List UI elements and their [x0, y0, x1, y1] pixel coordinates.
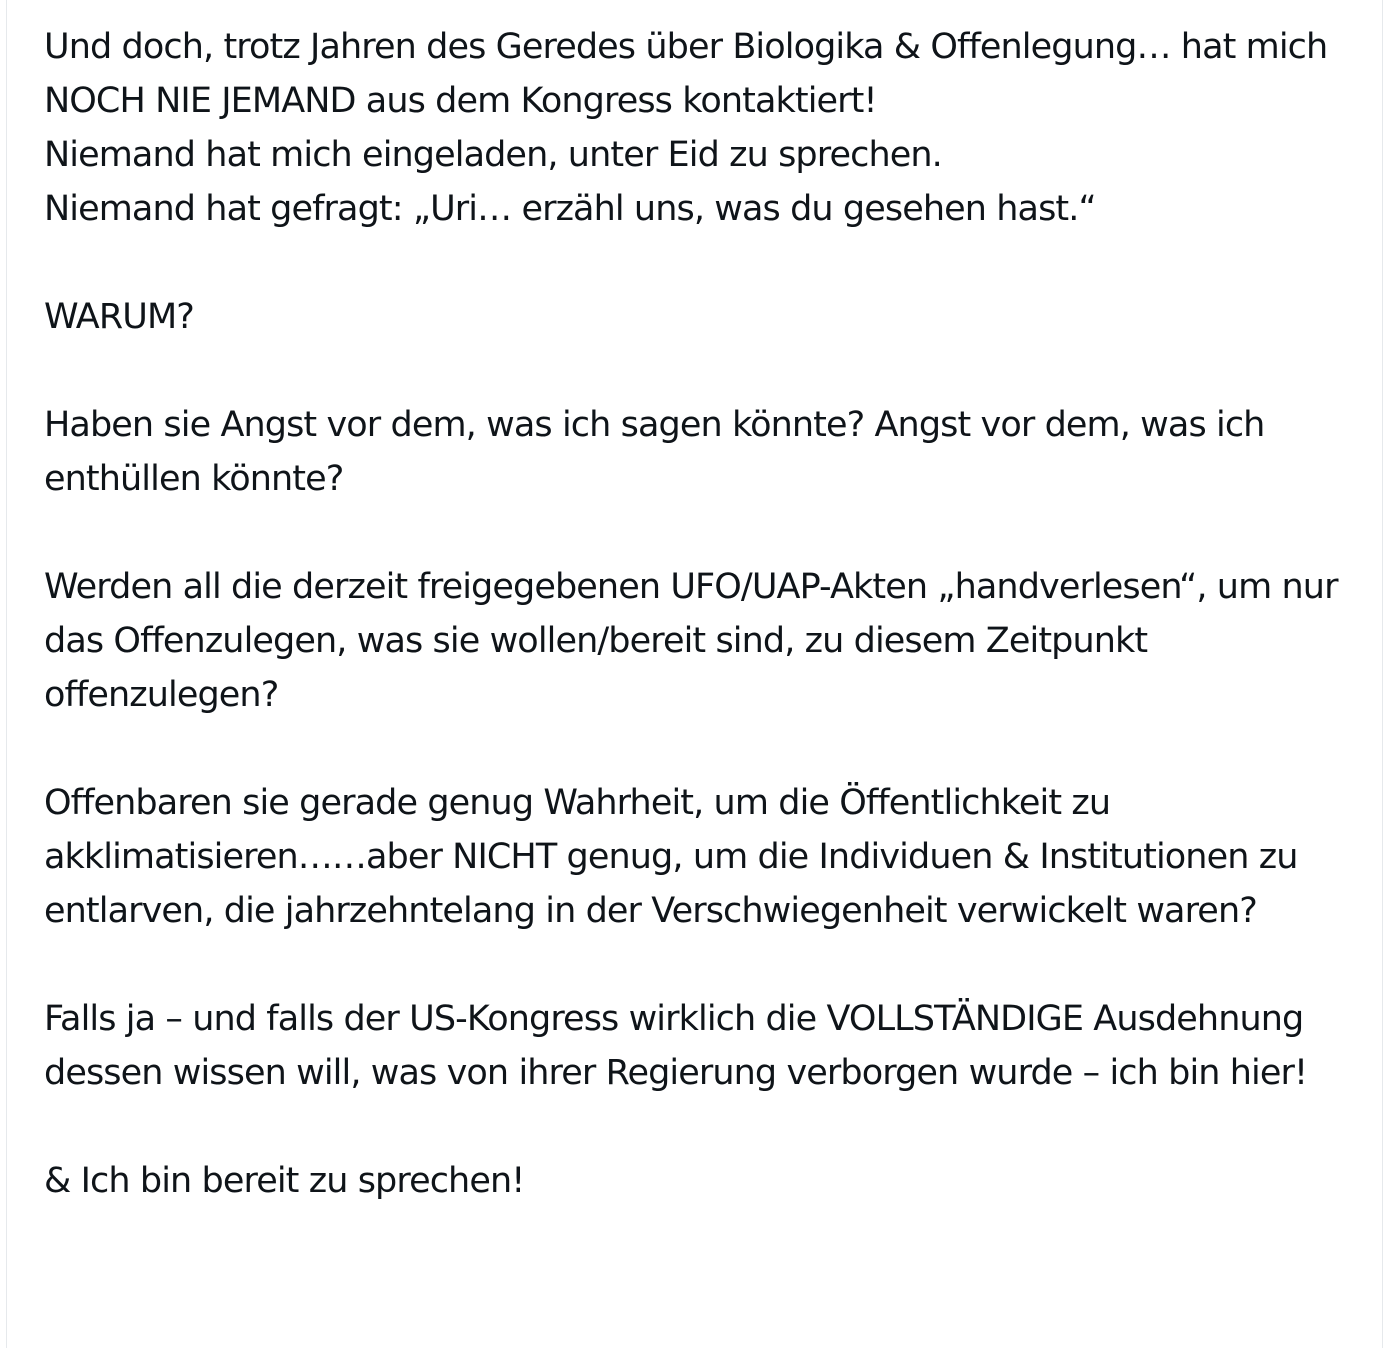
post-text	[44, 20, 1364, 1208]
post-paragraph-7: & Ich bin bereit zu sprechen!	[44, 1161, 525, 1201]
post-paragraph-4: Werden all die derzeit freigegebenen UFO/UAP-Akten „handverlesen“, um nur das Offenzulegen, was sie wollen/bereit sind, zu diesem Zeitpunkt offenzulegen?	[44, 567, 1338, 715]
post-paragraph-6: Falls ja – und falls der US-Kongress wirklich die VOLLSTÄNDIGE Ausdehnung dessen wissen will, was von ihrer Regierung verborgen wurde – ich bin hier!	[44, 999, 1308, 1093]
post-card	[6, 0, 1383, 1348]
post-paragraph-5: Offenbaren sie gerade genug Wahrheit, um die Öffentlichkeit zu akklimatisieren……aber NICHT genug, um die Individuen & Institutionen zu entlarven, die jahrzehntelang in der Verschwiegenheit verwickelt waren?	[44, 783, 1298, 931]
post-paragraph-1: Und doch, trotz Jahren des Geredes über Biologika & Offenlegung… hat mich NOCH NIE JEMAND aus dem Kongress kontaktiert! Niemand hat mich eingeladen, unter Eid zu sprechen. Niemand hat gefragt: „Uri… erzähl uns, was du gesehen hast.“	[44, 27, 1328, 229]
post-paragraph-2: WARUM?	[44, 297, 194, 337]
post-paragraph-3: Haben sie Angst vor dem, was ich sagen könnte? Angst vor dem, was ich enthüllen könnte?	[44, 405, 1265, 499]
